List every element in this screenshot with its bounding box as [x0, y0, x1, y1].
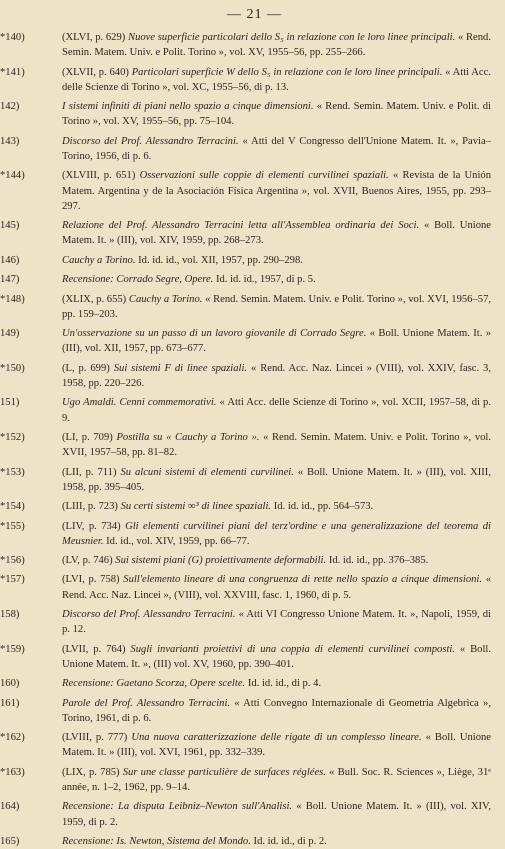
bibliography-entry — [0, 218, 491, 248]
entry-title: Cauchy a Torino. — [62, 254, 136, 266]
entry-reference: (L, p. 699) — [62, 362, 110, 374]
entry-number: *150) — [0, 362, 25, 374]
entry-reference: (LVII, p. 764) — [62, 643, 126, 655]
bibliography-entry — [0, 292, 492, 322]
entry-source: Id. id. id., di p. 4. — [247, 678, 322, 690]
bibliography-entry — [0, 134, 491, 164]
entry-source: Id. id. id., di p. 2. — [253, 836, 327, 848]
entry-number: *155) — [0, 520, 25, 532]
entry-source: « Rend. Semin. Matem. Univ. e Polit. Torino », vol. XVI, 1956–57, pp. 159–203. — [62, 293, 492, 320]
entry-title: Parole del Prof. Alessandro Terracini. — [62, 697, 231, 709]
entry-number: 142) — [0, 101, 20, 113]
bibliography-entry — [0, 834, 491, 849]
entry-number: 146) — [0, 254, 20, 266]
entry-title: Cauchy a Torino. — [128, 293, 203, 305]
entry-number: *153) — [0, 466, 25, 478]
entry-title: Una nuova caratterizzazione delle rigate di un complesso lineare. — [131, 732, 422, 744]
entry-source: « Boll. Unione Matem. It. » (III), vol. XIV, 1959, pp. 268–273. — [62, 220, 491, 247]
entry-reference: (LIII, p. 723) — [62, 501, 118, 513]
entry-title: Sur une classe particulière de surfaces réglées. — [122, 766, 326, 778]
entry-title: Recensione: Corrado Segre, Opere. — [62, 274, 214, 286]
entry-number: 151) — [0, 397, 20, 409]
entry-source: « Boll. Unione Matem. It. » (III), vol. XIII, 1958, pp. 395–405. — [62, 466, 491, 493]
entry-source: « Revista de la Unión Matem. Argentina y de la Asociación Física Argentina », vol. XVII, Buenos Aires, 1955, pp. 293–297. — [62, 170, 491, 212]
bibliography-entry — [0, 272, 491, 287]
entry-title: Discorso del Prof. Alessandro Terracini. — [62, 609, 236, 621]
entry-reference: (XLVI, p. 629) — [62, 32, 126, 43]
entry-title: Recensione: Is. Newton, Sistema del Mondo. — [62, 836, 251, 848]
bibliography-entry — [0, 553, 491, 568]
entry-source: « Rend. Acc. Naz. Lincei » (VIII), vol. XXIV, fasc. 3, 1958, pp. 220–226. — [62, 362, 491, 389]
entry-source: Id. id. id., 1957, di p. 5. — [215, 274, 316, 286]
entry-source: « Boll. Unione Matem. It. » (III), vol. XIV, 1959, di p. 2. — [62, 801, 491, 828]
entry-number: *148) — [0, 293, 25, 305]
entry-reference: (LVI, p. 758) — [62, 574, 120, 586]
entry-source: Id. id. id., pp. 564–573. — [273, 501, 374, 513]
bibliography-entry — [0, 572, 492, 602]
bibliography-list — [0, 30, 491, 849]
entry-title: I sistemi infiniti di piani nello spazio a cinque dimensioni. — [62, 101, 314, 113]
entry-number: *157) — [0, 574, 25, 586]
bibliography-entry — [0, 168, 491, 214]
entry-reference: (LIV, p. 734) — [62, 520, 121, 532]
entry-number: *163) — [0, 766, 25, 778]
entry-number: *156) — [0, 555, 25, 567]
bibliography-entry — [0, 642, 491, 672]
entry-title: Su alcuni sistemi di elementi curvilinei. — [120, 466, 294, 478]
entry-reference: (LV, p. 746) — [62, 555, 113, 567]
entry-number: *140) — [0, 32, 25, 43]
entry-title: Sugli invarianti proiettivi di una coppia di elementi curvilinei composti. — [130, 643, 456, 655]
entry-reference: (XLIX, p. 655) — [62, 293, 127, 305]
entry-source: Id. id. id., vol. XII, 1957, pp. 290–298. — [138, 254, 303, 266]
bibliography-entry — [0, 99, 491, 129]
entry-title: Osservazioni sulle coppie di elementi curvilinei spaziali. — [139, 170, 389, 182]
bibliography-entry — [0, 430, 491, 460]
entry-source: « Rend. Semin. Matem. Univ. e Polit. di Torino », vol. XV, 1955–56, pp. 75–104. — [62, 101, 491, 128]
entry-source: « Atti Acc. delle Scienze di Torino », vol. XC, 1955–56, di p. 13. — [62, 66, 491, 93]
entry-source: « Atti Convegno Internazionale di Geometria Algebrica », Torino, 1961, di p. 6. — [62, 697, 491, 724]
bibliography-entry — [0, 361, 491, 391]
entry-source: « Boll. Unione Matem. It. » (III), vol. XII, 1957, pp. 673–677. — [62, 328, 491, 355]
entry-number: 149) — [0, 328, 20, 340]
entry-number: 158) — [0, 609, 20, 621]
entry-title: Nuove superficie particolari dello S₅ in relazione con le loro linee principali. — [128, 32, 456, 43]
entry-reference: (XLVIII, p. 651) — [62, 170, 136, 182]
entry-source: Id. id. id., pp. 376–385. — [328, 555, 429, 567]
entry-source: Id. id., vol. XIV, 1959, pp. 66–77. — [106, 535, 250, 547]
entry-source: « Atti VI Congresso Unione Matem. It. », Napoli, 1959, di p. 12. — [62, 609, 491, 636]
entry-title: Discorso del Prof. Alessandro Terracini. — [62, 135, 239, 147]
entry-source: « Boll. Unione Matem. It. », (III) vol. XV, 1960, pp. 390–401. — [62, 643, 491, 670]
entry-reference: (LVIII, p. 777) — [62, 732, 128, 744]
entry-number: *144) — [0, 170, 25, 182]
bibliography-entry — [0, 395, 491, 425]
bibliography-entry — [0, 730, 492, 760]
entry-reference: (LII, p. 711) — [62, 466, 117, 478]
entry-source: « Rend. Semin. Matem. Univ. e Polit. Torino », vol. XV, 1955–56, pp. 255–266. — [62, 32, 491, 59]
entry-number: 145) — [0, 220, 20, 232]
entry-source: « Atti Acc. delle Scienze di Torino », vol. XCII, 1957–58, di p. 9. — [62, 397, 491, 424]
bibliography-entry — [0, 65, 491, 95]
entry-number: *154) — [0, 501, 25, 513]
entry-number: *152) — [0, 431, 25, 443]
entry-source: « Rend. Acc. Naz. Lincei », (VIII), vol. XXVIII, fasc. 1, 1960, di p. 5. — [62, 574, 492, 601]
entry-reference: (LI, p. 709) — [62, 431, 113, 443]
entry-number: *159) — [0, 643, 25, 655]
entry-title: Relazione del Prof. Alessandro Terracini letta all'Assemblea ordinaria dei Soci. — [62, 220, 420, 232]
entry-title: Gli elementi curvilinei piani del terz'ordine e una generalizzazione del teorema di Meusnier. — [62, 520, 492, 547]
entry-source: « Boll. Unione Matem. It. » (III), vol. XVI, 1961, pp. 332–339. — [62, 732, 492, 759]
entry-title: Sui sistemi F di linee spaziali. — [113, 362, 248, 374]
bibliography-entry — [0, 253, 491, 268]
entry-title: Su certi sistemi ∞³ di linee spaziali. — [120, 501, 272, 513]
entry-number: 143) — [0, 135, 20, 147]
bibliography-entry — [0, 326, 491, 356]
entry-title: Recensione: Gaetano Scorza, Opere scelte. — [62, 678, 246, 690]
entry-title: Un'osservazione su un passo di un lavoro giovanile di Corrado Segre. — [62, 328, 367, 340]
entry-title: Ugo Amaldi. Cenni commemorativi. — [62, 397, 217, 409]
entry-number: 160) — [0, 678, 20, 690]
bibliography-entry — [0, 607, 491, 637]
entry-number: *141) — [0, 66, 25, 78]
bibliography-entry — [0, 519, 492, 549]
entry-source: « Bull. Soc. R. Sciences », Liège, 31ᵉ année, n. 1–2, 1962, pp. 9–14. — [62, 766, 491, 794]
entry-reference: (LIX, p. 785) — [62, 766, 120, 778]
entry-title: Recensione: La disputa Leibniz–Newton sull'Analisi. — [62, 801, 293, 813]
entry-source: « Atti del V Congresso dell'Unione Matem. It. », Pavia–Torino, 1956, di p. 6. — [62, 135, 491, 162]
entry-source: « Rend. Semin. Matem. Univ. e Polit. Torino », vol. XVII, 1957–58, pp. 81–82. — [62, 431, 491, 459]
bibliography-entry — [0, 799, 491, 829]
page-number: — 21 — — [227, 7, 282, 22]
entry-title: Particolari superficie W dello S₅ in relazione con le loro linee principali. — [131, 66, 443, 78]
entry-reference: (XLVII, p. 640) — [62, 66, 129, 78]
entry-number: *162) — [0, 732, 25, 744]
entry-title: Postilla su « Cauchy a Torino ». — [116, 431, 260, 443]
bibliography-entry — [0, 465, 491, 495]
entry-number: 165) — [0, 836, 20, 848]
bibliography-entry — [0, 765, 491, 795]
bibliography-entry — [0, 696, 491, 726]
entry-number: 161) — [0, 697, 20, 709]
entry-title: Sui sistemi piani (G) proiettivamente deformabili. — [115, 555, 327, 567]
entry-title: Sull'elemento lineare di una congruenza di rette nello spazio a cinque dimensioni. — [123, 574, 483, 586]
entry-number: 164) — [0, 801, 20, 813]
bibliography-entry — [0, 499, 491, 514]
entry-number: 147) — [0, 274, 20, 286]
bibliography-entry — [0, 30, 491, 60]
bibliography-entry — [0, 676, 491, 691]
